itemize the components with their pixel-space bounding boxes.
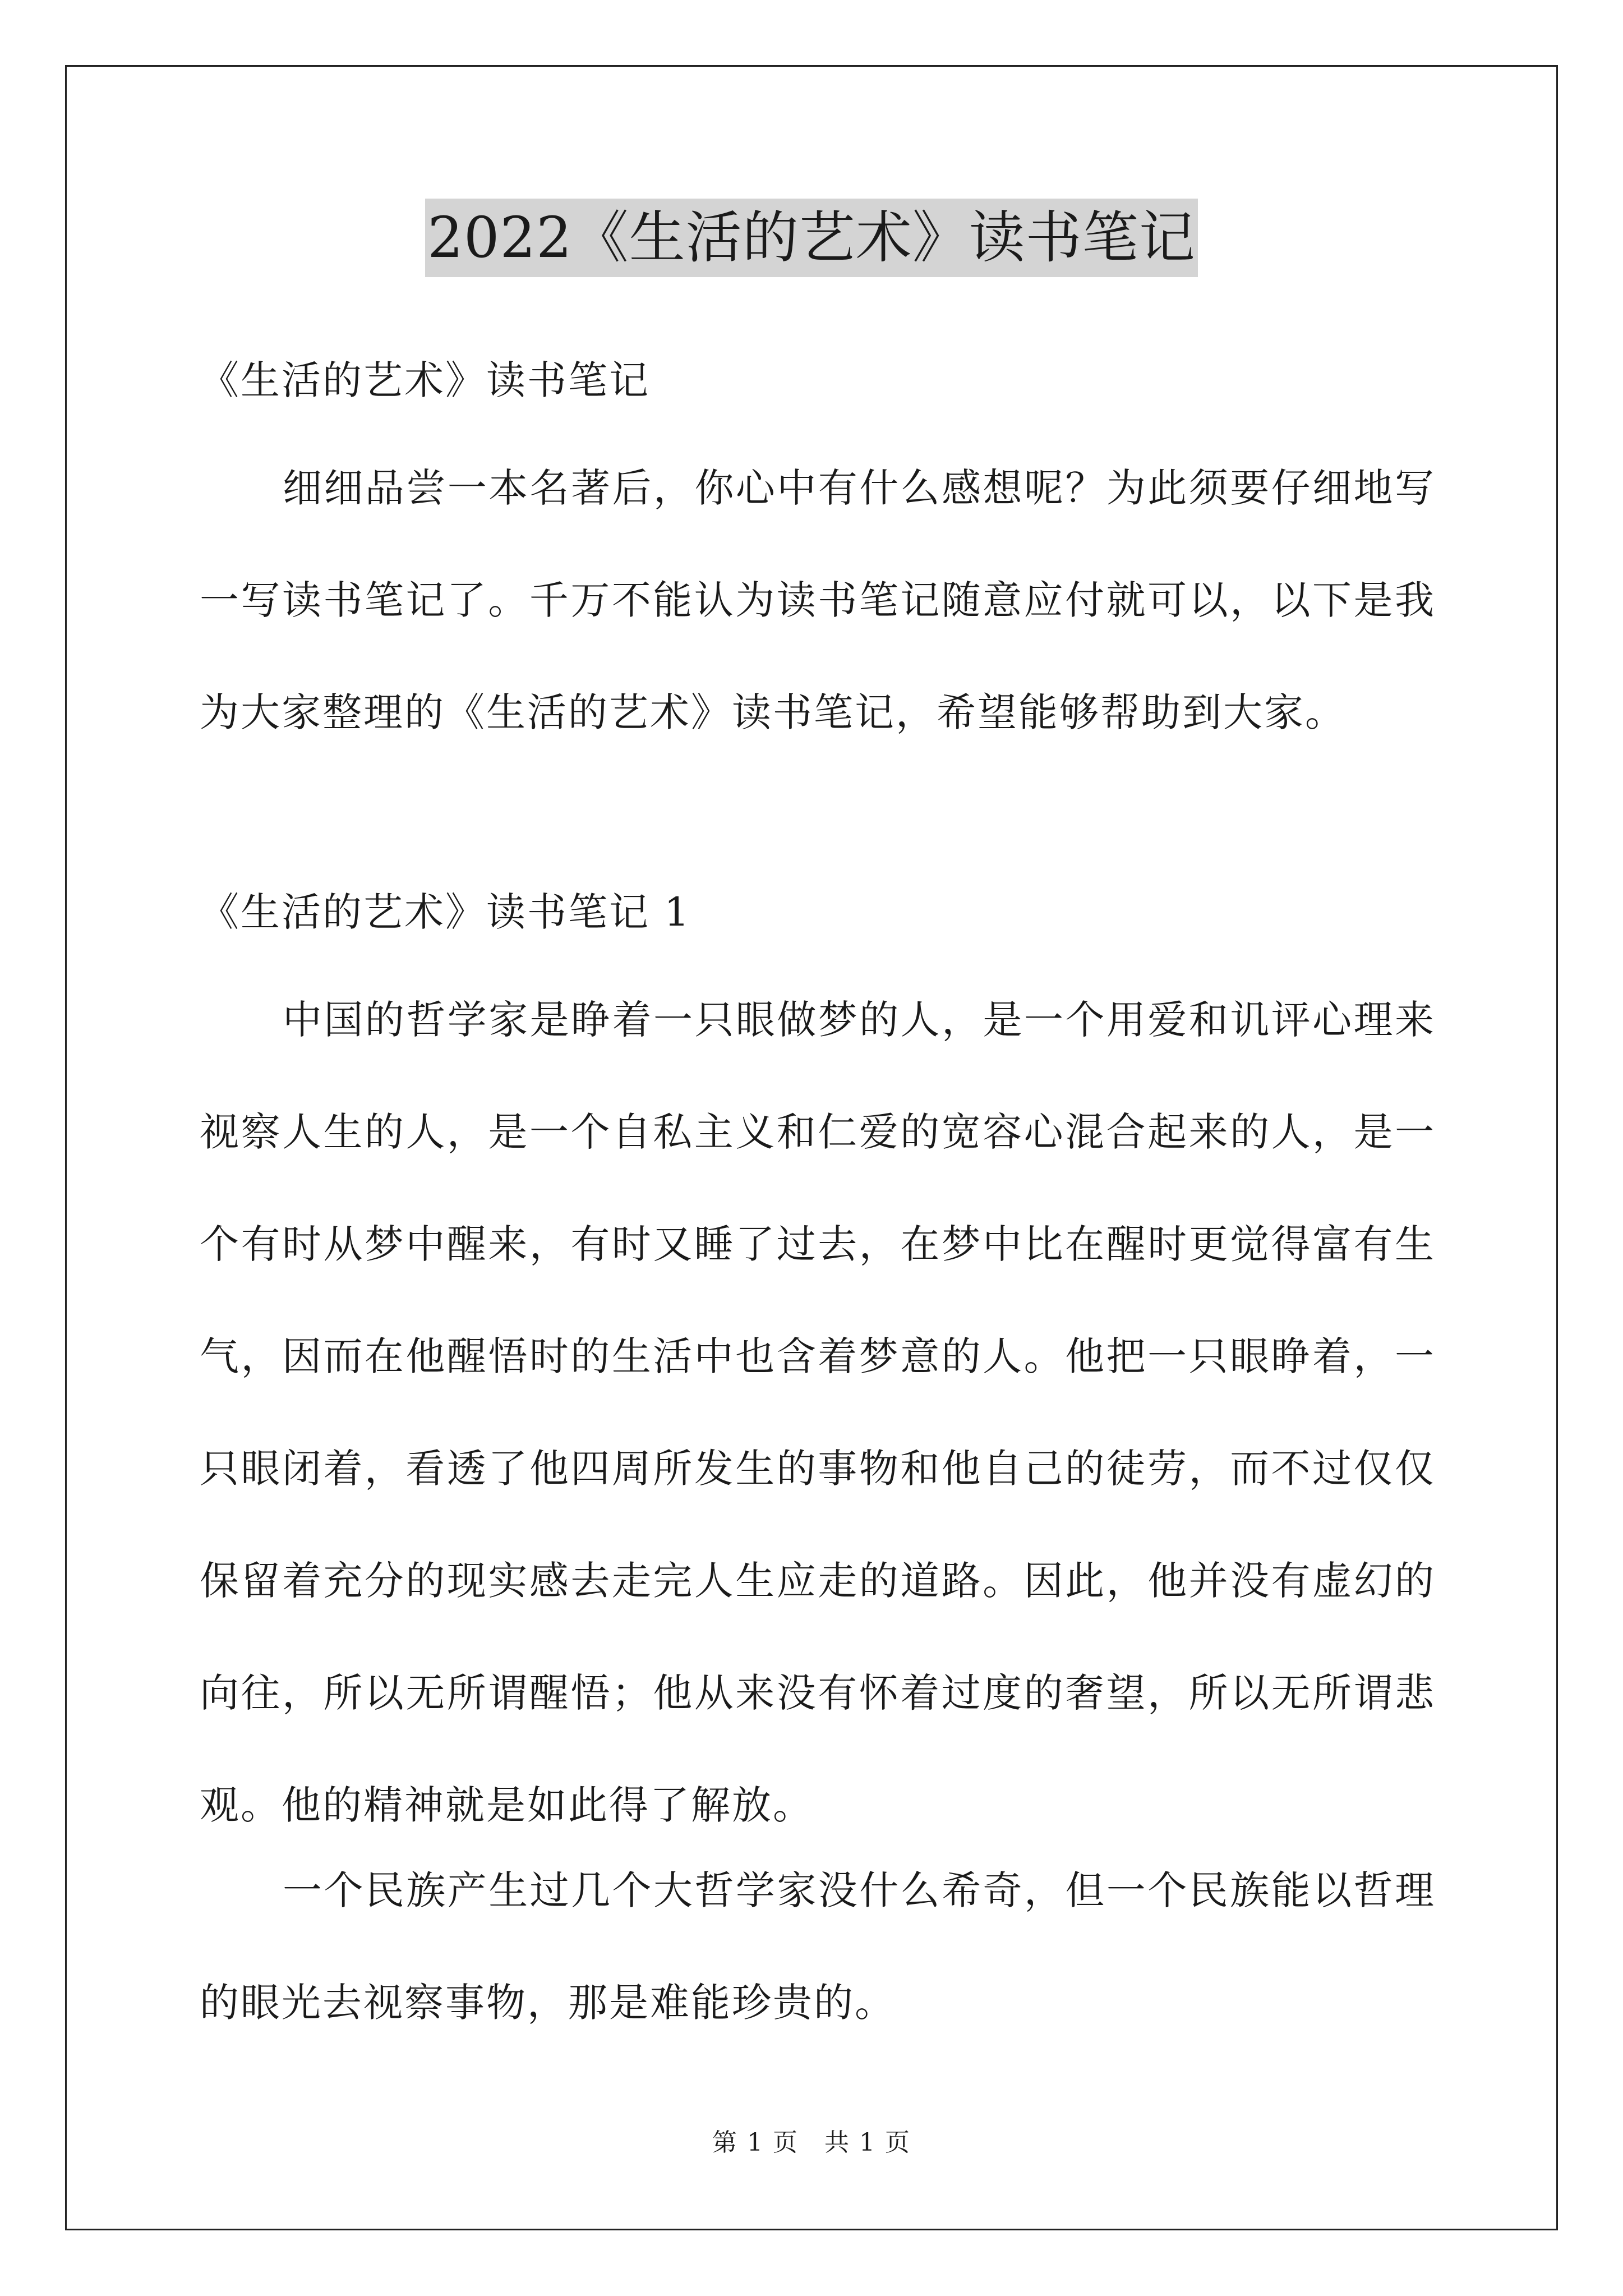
section-1-paragraph-1[interactable]: 中国的哲学家是睁着一只眼做梦的人，是一个用爱和讥评心理来视察人生的人，是一个自私主义和仁爱的宽容心混合起来的人，是一个有时从梦中醒来，有时又睡了过去，在梦中比在醒时更觉得富有生气，因而在他醒悟时的生活中也含着梦意的人。他把一只眼睁着，一只眼闭着，看透了他四周所发生的事物和他自己的徒劳，而不过仅仅保留着充分的现实感去走完人生应走的道路。因此，他并没有虚幻的向往，所以无所谓醒悟；他从来没有怀着过度的奢望，所以无所谓悲观。他的精神就是如此得了解放。 [200,997,1436,1828]
intro-paragraph[interactable]: 细细品尝一本名著后，你心中有什么感想呢？为此须要仔细地写一写读书笔记了。千万不能认为读书笔记随意应付就可以，以下是我为大家整理的《生活的艺术》读书笔记，希望能够帮助到大家。 [200,465,1436,735]
intro-heading[interactable]: 《生活的艺术》读书笔记 [200,357,650,403]
page-footer: 第 1 页 共 1 页 [712,2128,911,2157]
title-container [0,199,1623,277]
section-1-paragraph-2[interactable]: 一个民族产生过几个大哲学家没什么希奇，但一个民族能以哲理的眼光去视察事物，那是难能珍贵的。 [200,1867,1436,2026]
section-heading-1[interactable]: 《生活的艺术》读书笔记 1 [200,889,691,935]
document-title[interactable]: 2022《生活的艺术》读书笔记 [425,199,1198,277]
